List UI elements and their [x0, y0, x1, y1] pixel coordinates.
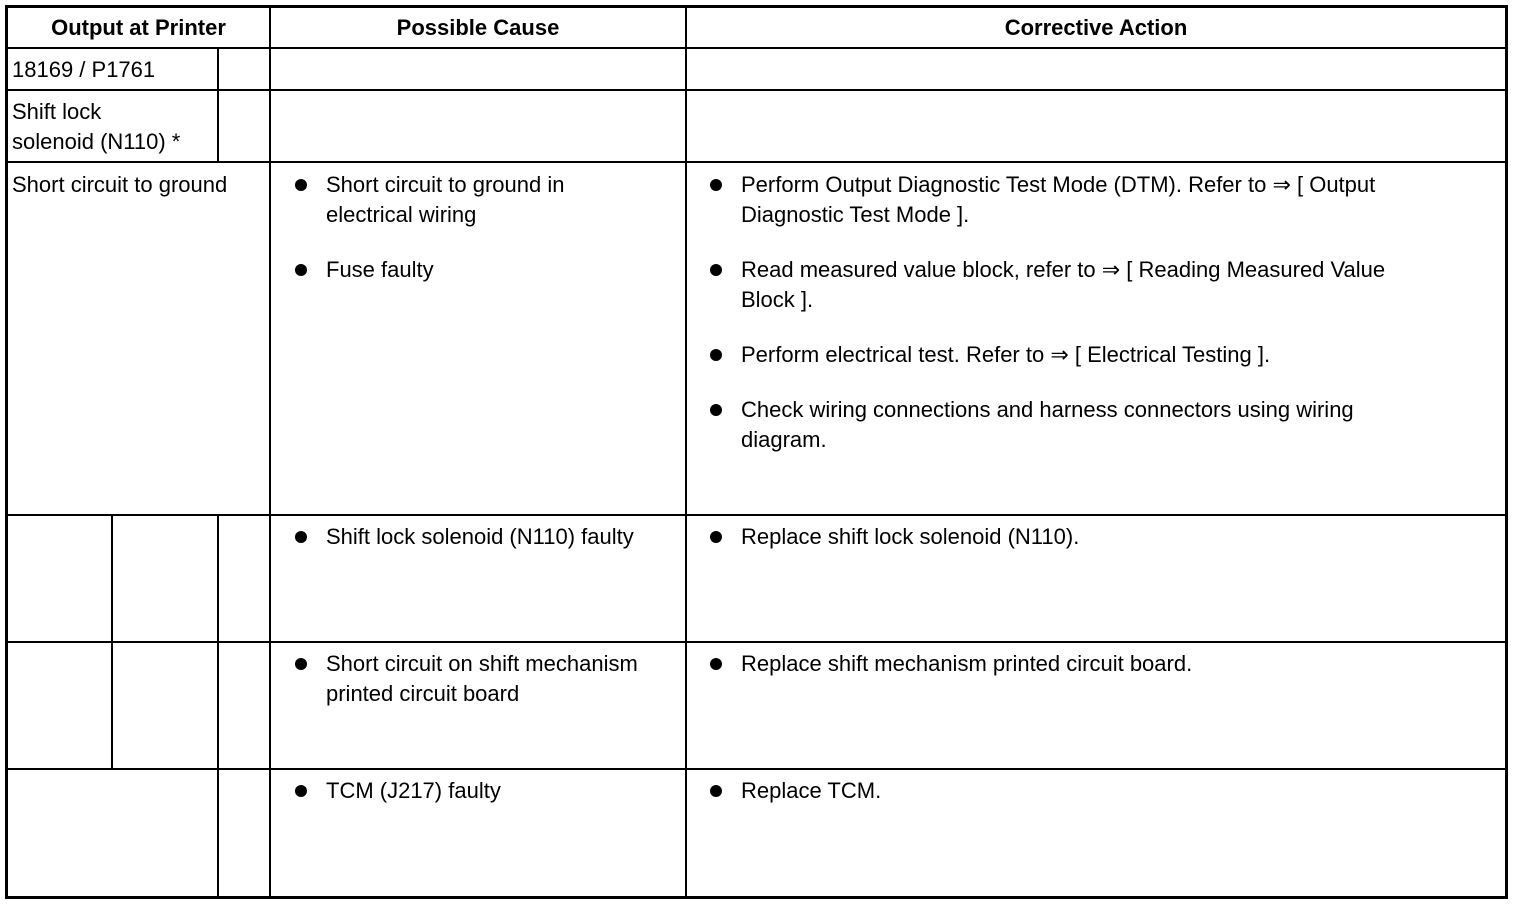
fault-type: Short circuit to ground	[12, 172, 228, 197]
bullet-icon	[295, 658, 307, 670]
bullet-icon	[295, 264, 307, 276]
action-text: diagram.	[741, 427, 827, 452]
rule-header	[5, 47, 1508, 49]
rule-component	[5, 161, 1508, 163]
action-text: Read measured value block, refer to ⇒ [ Reading Measured Value	[741, 257, 1386, 282]
bullet-icon	[710, 785, 722, 797]
rule-row2	[5, 641, 1508, 643]
cause-text: electrical wiring	[326, 202, 477, 227]
action-text: Block ].	[741, 287, 814, 312]
bullet-icon	[295, 531, 307, 543]
action-text: Perform electrical test. Refer to ⇒ [ Electrical Testing ].	[741, 342, 1271, 367]
bullet-icon	[710, 531, 722, 543]
bullet-icon	[710, 349, 722, 361]
action-text: Check wiring connections and harness connectors using wiring	[741, 397, 1354, 422]
action-text: Replace TCM.	[741, 778, 882, 803]
bullet-icon	[295, 179, 307, 191]
action-text: Diagnostic Test Mode ].	[741, 202, 970, 227]
cause-text: Short circuit to ground in	[326, 172, 565, 197]
rule-col-sub-b	[217, 514, 219, 899]
bullet-icon	[710, 658, 722, 670]
cause-text: printed circuit board	[326, 681, 520, 706]
cause-text: Fuse faulty	[326, 257, 434, 282]
header-corrective-action: Corrective Action	[1004, 15, 1188, 40]
component-name-line1: Shift lock	[12, 99, 102, 124]
action-text: Replace shift mechanism printed circuit board.	[741, 651, 1193, 676]
component-name-line2: solenoid (N110) *	[12, 129, 181, 154]
bullet-icon	[295, 785, 307, 797]
header-possible-cause: Possible Cause	[396, 15, 560, 40]
rule-col-sub-c	[111, 514, 113, 770]
cause-text: Short circuit on shift mechanism	[326, 651, 638, 676]
rule-col-action	[685, 5, 687, 899]
rule-col-cause	[269, 5, 271, 899]
bullet-icon	[710, 404, 722, 416]
table-border-left	[5, 5, 8, 899]
fault-code: 18169 / P1761	[12, 57, 156, 82]
cause-text: Shift lock solenoid (N110) faulty	[326, 524, 634, 549]
table-border-right	[1505, 5, 1508, 899]
cause-text: TCM (J217) faulty	[326, 778, 501, 803]
bullet-icon	[710, 264, 722, 276]
rule-row3	[5, 768, 1508, 770]
action-text: Replace shift lock solenoid (N110).	[741, 524, 1080, 549]
header-output-at-printer: Output at Printer	[51, 15, 226, 40]
table-border-bottom	[5, 896, 1508, 899]
rule-code	[5, 89, 1508, 91]
rule-col-sub-a	[217, 47, 219, 163]
bullet-icon	[710, 179, 722, 191]
table-border-top	[5, 5, 1508, 8]
action-text: Perform Output Diagnostic Test Mode (DTM). Refer to ⇒ [ Output	[741, 172, 1376, 197]
rule-row1	[5, 514, 1508, 516]
